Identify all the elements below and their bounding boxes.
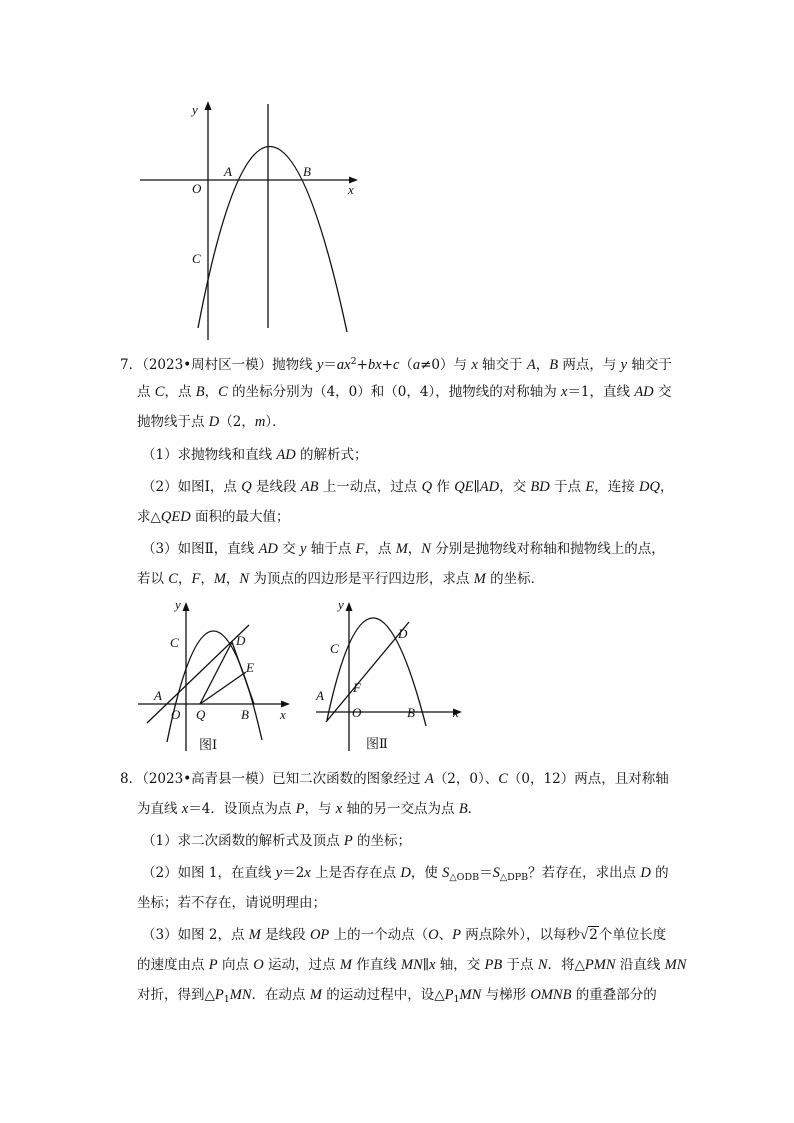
fig1-label-a: A xyxy=(154,688,162,703)
top-parabola-curve xyxy=(198,146,347,332)
fig1-segment-qe xyxy=(200,672,246,704)
figure-1 xyxy=(133,596,298,756)
fig1-label-o: O xyxy=(171,707,181,722)
top-label-y: y xyxy=(192,102,198,117)
q7-part-3-line-2: 若以 C，F，M，N 为顶点的四边形是平行四边形，求点 M 的坐标． xyxy=(137,571,545,587)
top-label-b: B xyxy=(303,164,311,179)
q7-part-1: （1）求抛物线和直线 AD 的解析式； xyxy=(142,447,368,463)
q8-part-2-line-2: 坐标；若不存在，请说明理由； xyxy=(137,895,326,911)
fig1-label-d: D xyxy=(236,633,246,648)
fig1-label-x: x xyxy=(280,707,286,722)
fig2-label-c: C xyxy=(330,641,339,656)
fig2-label-a: A xyxy=(316,688,324,703)
fig2-label-y: y xyxy=(338,597,344,612)
fig1-y-arrow-icon xyxy=(183,602,190,611)
fig2-label-x: x xyxy=(453,705,459,720)
q7-part-2-line-1: （2）如图Ⅰ，点 Q 是线段 AB 上一动点，过点 Q 作 QE∥AD，交 BD 于点 E，连接 DQ， xyxy=(142,479,674,495)
fig2-caption: 图Ⅱ xyxy=(366,736,388,751)
fig2-y-arrow-icon xyxy=(346,602,353,611)
fig1-caption: 图Ⅰ xyxy=(199,737,218,752)
q7-line-3: 抛物线于点 D（2，m）． xyxy=(137,414,286,430)
q8-line-2: 为直线 x＝4．设顶点为点 P，与 x 轴的另一交点为点 B． xyxy=(137,801,482,817)
q7-part-3-line-1: （3）如图Ⅱ，直线 AD 交 y 轴于点 F，点 M，N 分别是抛物线对称轴和抛物线上的点， xyxy=(142,541,665,557)
q8-part-1: （1）求二次函数的解析式及顶点 P 的坐标； xyxy=(142,833,412,849)
fig2-label-f: F xyxy=(353,680,361,695)
top-label-c: C xyxy=(192,251,201,266)
q8-line-1: 8．（2023•高青县一模）已知二次函数的图象经过 A（2，0）、C（0，12）两点，且对称轴 xyxy=(120,771,669,787)
fig1-label-q: Q xyxy=(196,707,206,722)
q7-part-2-line-2: 求△QED 面积的最大值； xyxy=(137,509,290,525)
q8-part-3-line-3: 对折，得到$\triangle P_1MN$．在动点 M 的运动过程中，设$\triangle P_1MN$ 与梯形 OMNB 的重叠部分的 xyxy=(137,987,657,1005)
top-label-a: A xyxy=(224,164,232,179)
fig2-label-o: O xyxy=(352,705,362,720)
q8-part-2-line-1: （2）如图 1，在直线 y＝2x 上是否存在点 D，使 $S_{\triangle ODB}=S_{\triangle DPB}$？若存在，求出点 D 的 xyxy=(142,865,669,883)
fig1-label-b: B xyxy=(241,707,249,722)
top-label-x: x xyxy=(348,182,354,197)
fig1-label-c: C xyxy=(170,635,179,650)
q8-part-3-line-1: （3）如图 2，点 M 是线段 OP 上的一个动点（O、P 两点除外），以每秒√2个单位长度 xyxy=(142,927,667,943)
fig1-segment-dq xyxy=(200,642,232,704)
q7-line-2: 点 C，点 B，C 的坐标分别为（4，0）和（0，4），抛物线的对称轴为 x＝1，直线 AD 交 xyxy=(137,384,672,400)
fig1-label-e: E xyxy=(246,660,254,675)
sqrt-symbol: √ xyxy=(579,927,589,943)
fig2-label-b: B xyxy=(407,705,415,720)
top-parabola-figure xyxy=(130,95,370,345)
top-label-o: O xyxy=(192,181,202,196)
q7-line-1: 7．（2023•周村区一模）抛物线 $y=ax^2+bx+c(a\ne 0)$与 x 轴交于 A，B 两点，与 y 轴交于 xyxy=(120,356,672,373)
fig2-label-d: D xyxy=(398,626,408,641)
q8-part-3-line-2: 的速度由点 P 向点 O 运动，过点 M 作直线 MN∥x 轴，交 PB 于点 N．将△PMN 沿直线 MN xyxy=(137,957,687,973)
figure-2 xyxy=(313,596,473,756)
top-y-arrow-icon xyxy=(205,101,212,110)
fig1-label-y: y xyxy=(175,597,181,612)
